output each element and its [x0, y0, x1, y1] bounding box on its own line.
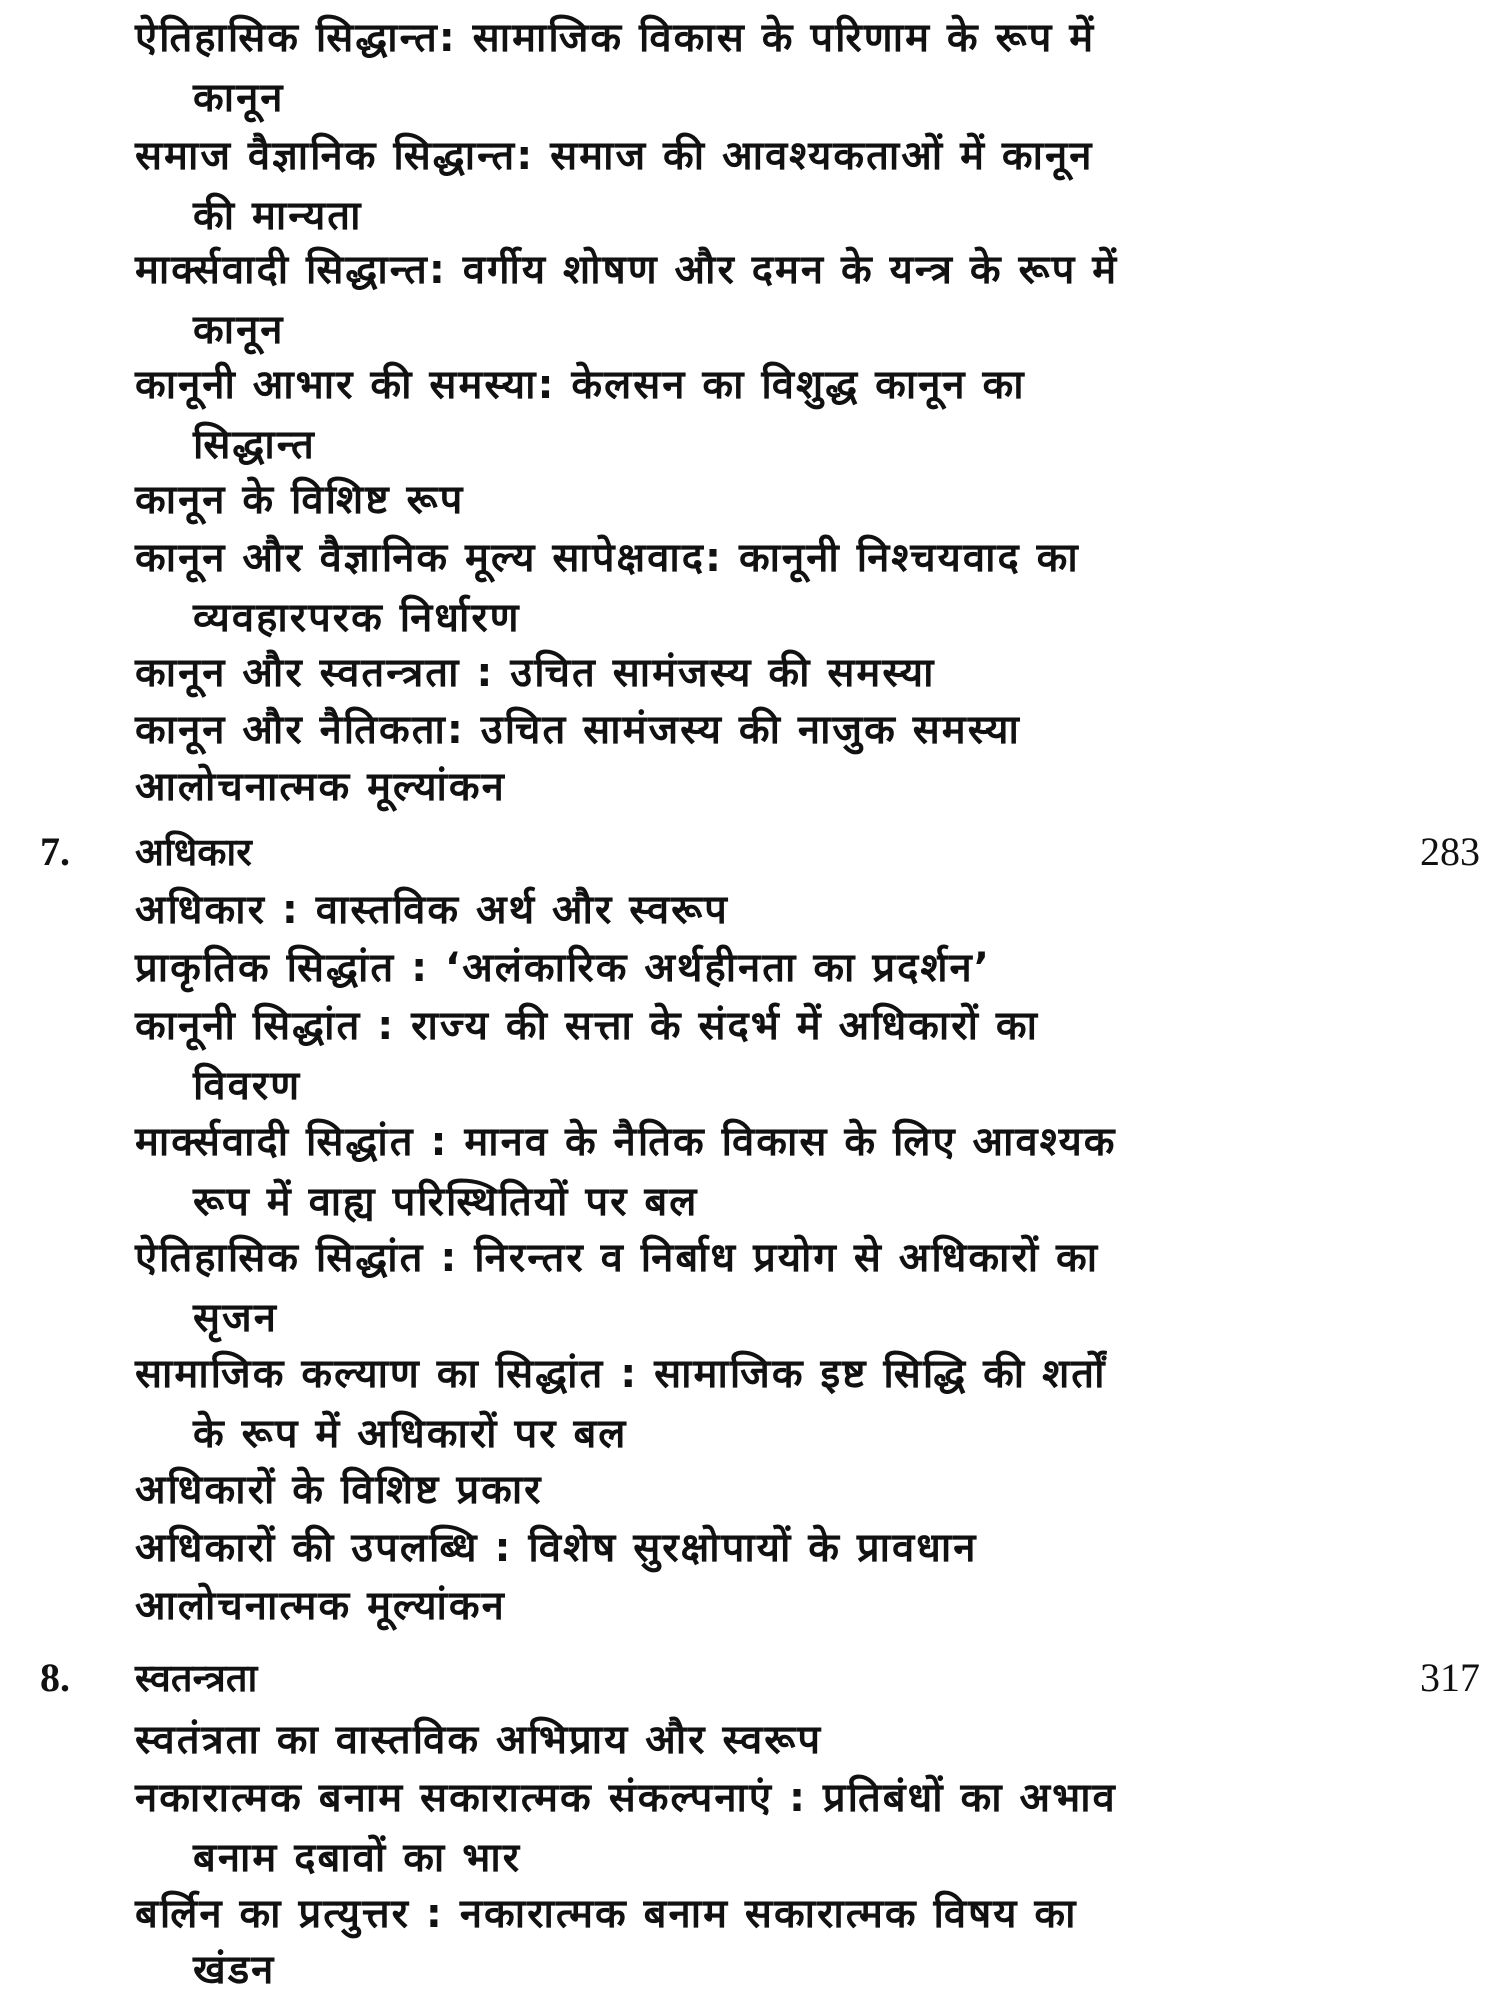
toc-entry-text: कानूनी आभार की समस्या: केलसन का विशुद्ध कानून का [135, 362, 1026, 408]
toc-entry [135, 8, 1395, 128]
toc-entry-text: अधिकारों के विशिष्ट प्रकार [135, 1467, 543, 1513]
toc-entry-text: ऐतिहासिक सिद्धान्त: सामाजिक विकास के परिणाम के रूप में [135, 15, 1096, 61]
toc-entry [135, 757, 1395, 817]
toc-entry-continuation: की मान्यता [193, 193, 363, 239]
toc-entry-text: आलोचनात्मक मूल्यांकन [135, 764, 506, 810]
toc-entry-text: सामाजिक कल्याण का सिद्धांत : सामाजिक इष्ट सिद्धि की शर्तों [135, 1351, 1107, 1397]
toc-entry [135, 1344, 1395, 1464]
toc-entry-continuation: कानून [193, 307, 285, 353]
toc-entry-continuation: खंडन [193, 1947, 276, 1993]
toc-entry [135, 355, 1395, 475]
toc-entry-text: कानून के विशिष्ट रूप [135, 477, 465, 523]
toc-entry [135, 1228, 1395, 1348]
chapter-page-number: 283 [1420, 829, 1480, 874]
toc-entry [135, 1710, 1395, 1770]
toc-entry [135, 470, 1395, 530]
toc-entry [135, 528, 1395, 648]
chapter-title: स्वतन्त्रता [135, 1656, 258, 1700]
toc-entry [135, 1112, 1395, 1232]
toc-entry [135, 643, 1395, 703]
toc-entry-text: अधिकार : वास्तविक अर्थ और स्वरूप [135, 887, 729, 933]
toc-entry-continuation: बनाम दबावों का भार [193, 1835, 522, 1881]
toc-entry [135, 1576, 1395, 1636]
toc-entry-text: समाज वैज्ञानिक सिद्धान्त: समाज की आवश्यकताओं में कानून [135, 133, 1094, 179]
toc-entry [135, 1884, 1395, 1996]
toc-entry-text: कानूनी सिद्धांत : राज्य की सत्ता के संदर्भ में अधिकारों का [135, 1003, 1039, 1049]
toc-entry [135, 938, 1395, 998]
chapter-title: अधिकार [135, 830, 252, 874]
toc-entry-text: नकारात्मक बनाम सकारात्मक संकल्पनाएं : प्रतिबंधों का अभाव [135, 1775, 1117, 1821]
toc-entry [135, 1518, 1395, 1578]
toc-entry-text: मार्क्सवादी सिद्धान्त: वर्गीय शोषण और दमन के यन्त्र के रूप में [135, 247, 1119, 293]
toc-entry-text: मार्क्सवादी सिद्धांत : मानव के नैतिक विकास के लिए आवश्यक [135, 1119, 1117, 1165]
chapter-number: 7. [40, 829, 70, 874]
toc-entry [135, 126, 1395, 246]
toc-entry-text: अधिकारों की उपलब्धि : विशेष सुरक्षोपायों के प्रावधान [135, 1525, 978, 1571]
toc-entry-text: बर्लिन का प्रत्युत्तर : नकारात्मक बनाम सकारात्मक विषय का [135, 1891, 1078, 1937]
toc-entry-continuation: सृजन [193, 1295, 278, 1341]
toc-entry-text: प्राकृतिक सिद्धांत : ‘अलंकारिक अर्थहीनता का प्रदर्शन’ [135, 945, 991, 991]
toc-entry-text: स्वतंत्रता का वास्तविक अभिप्राय और स्वरूप [135, 1717, 823, 1763]
toc-entry-continuation: व्यवहारपरक निर्धारण [193, 595, 521, 641]
toc-entry-text: आलोचनात्मक मूल्यांकन [135, 1583, 506, 1629]
chapter-number: 8. [40, 1655, 70, 1700]
toc-entry-text: ऐतिहासिक सिद्धांत : निरन्तर व निर्बाध प्रयोग से अधिकारों का [135, 1235, 1100, 1281]
chapter-page-number: 317 [1420, 1655, 1480, 1700]
toc-entry [135, 240, 1395, 360]
toc-entry [135, 700, 1395, 760]
toc-entry-continuation: के रूप में अधिकारों पर बल [193, 1411, 628, 1457]
toc-entry [135, 880, 1395, 940]
toc-entry-text: कानून और वैज्ञानिक मूल्य सापेक्षवाद: कानूनी निश्चयवाद का [135, 535, 1080, 581]
toc-entry-continuation: विवरण [193, 1063, 302, 1109]
toc-entry-text: कानून और स्वतन्त्रता : उचित सामंजस्य की समस्या [135, 650, 936, 696]
toc-entry [135, 1768, 1395, 1888]
toc-entry-continuation: सिद्धान्त [193, 422, 316, 468]
toc-entry [135, 996, 1395, 1116]
toc-entry-continuation: रूप में वाह्य परिस्थितियों पर बल [193, 1179, 699, 1225]
toc-entry-continuation: कानून [193, 75, 285, 121]
toc-entry-text: कानून और नैतिकता: उचित सामंजस्य की नाजुक समस्या [135, 707, 1021, 753]
toc-entry [135, 1460, 1395, 1520]
